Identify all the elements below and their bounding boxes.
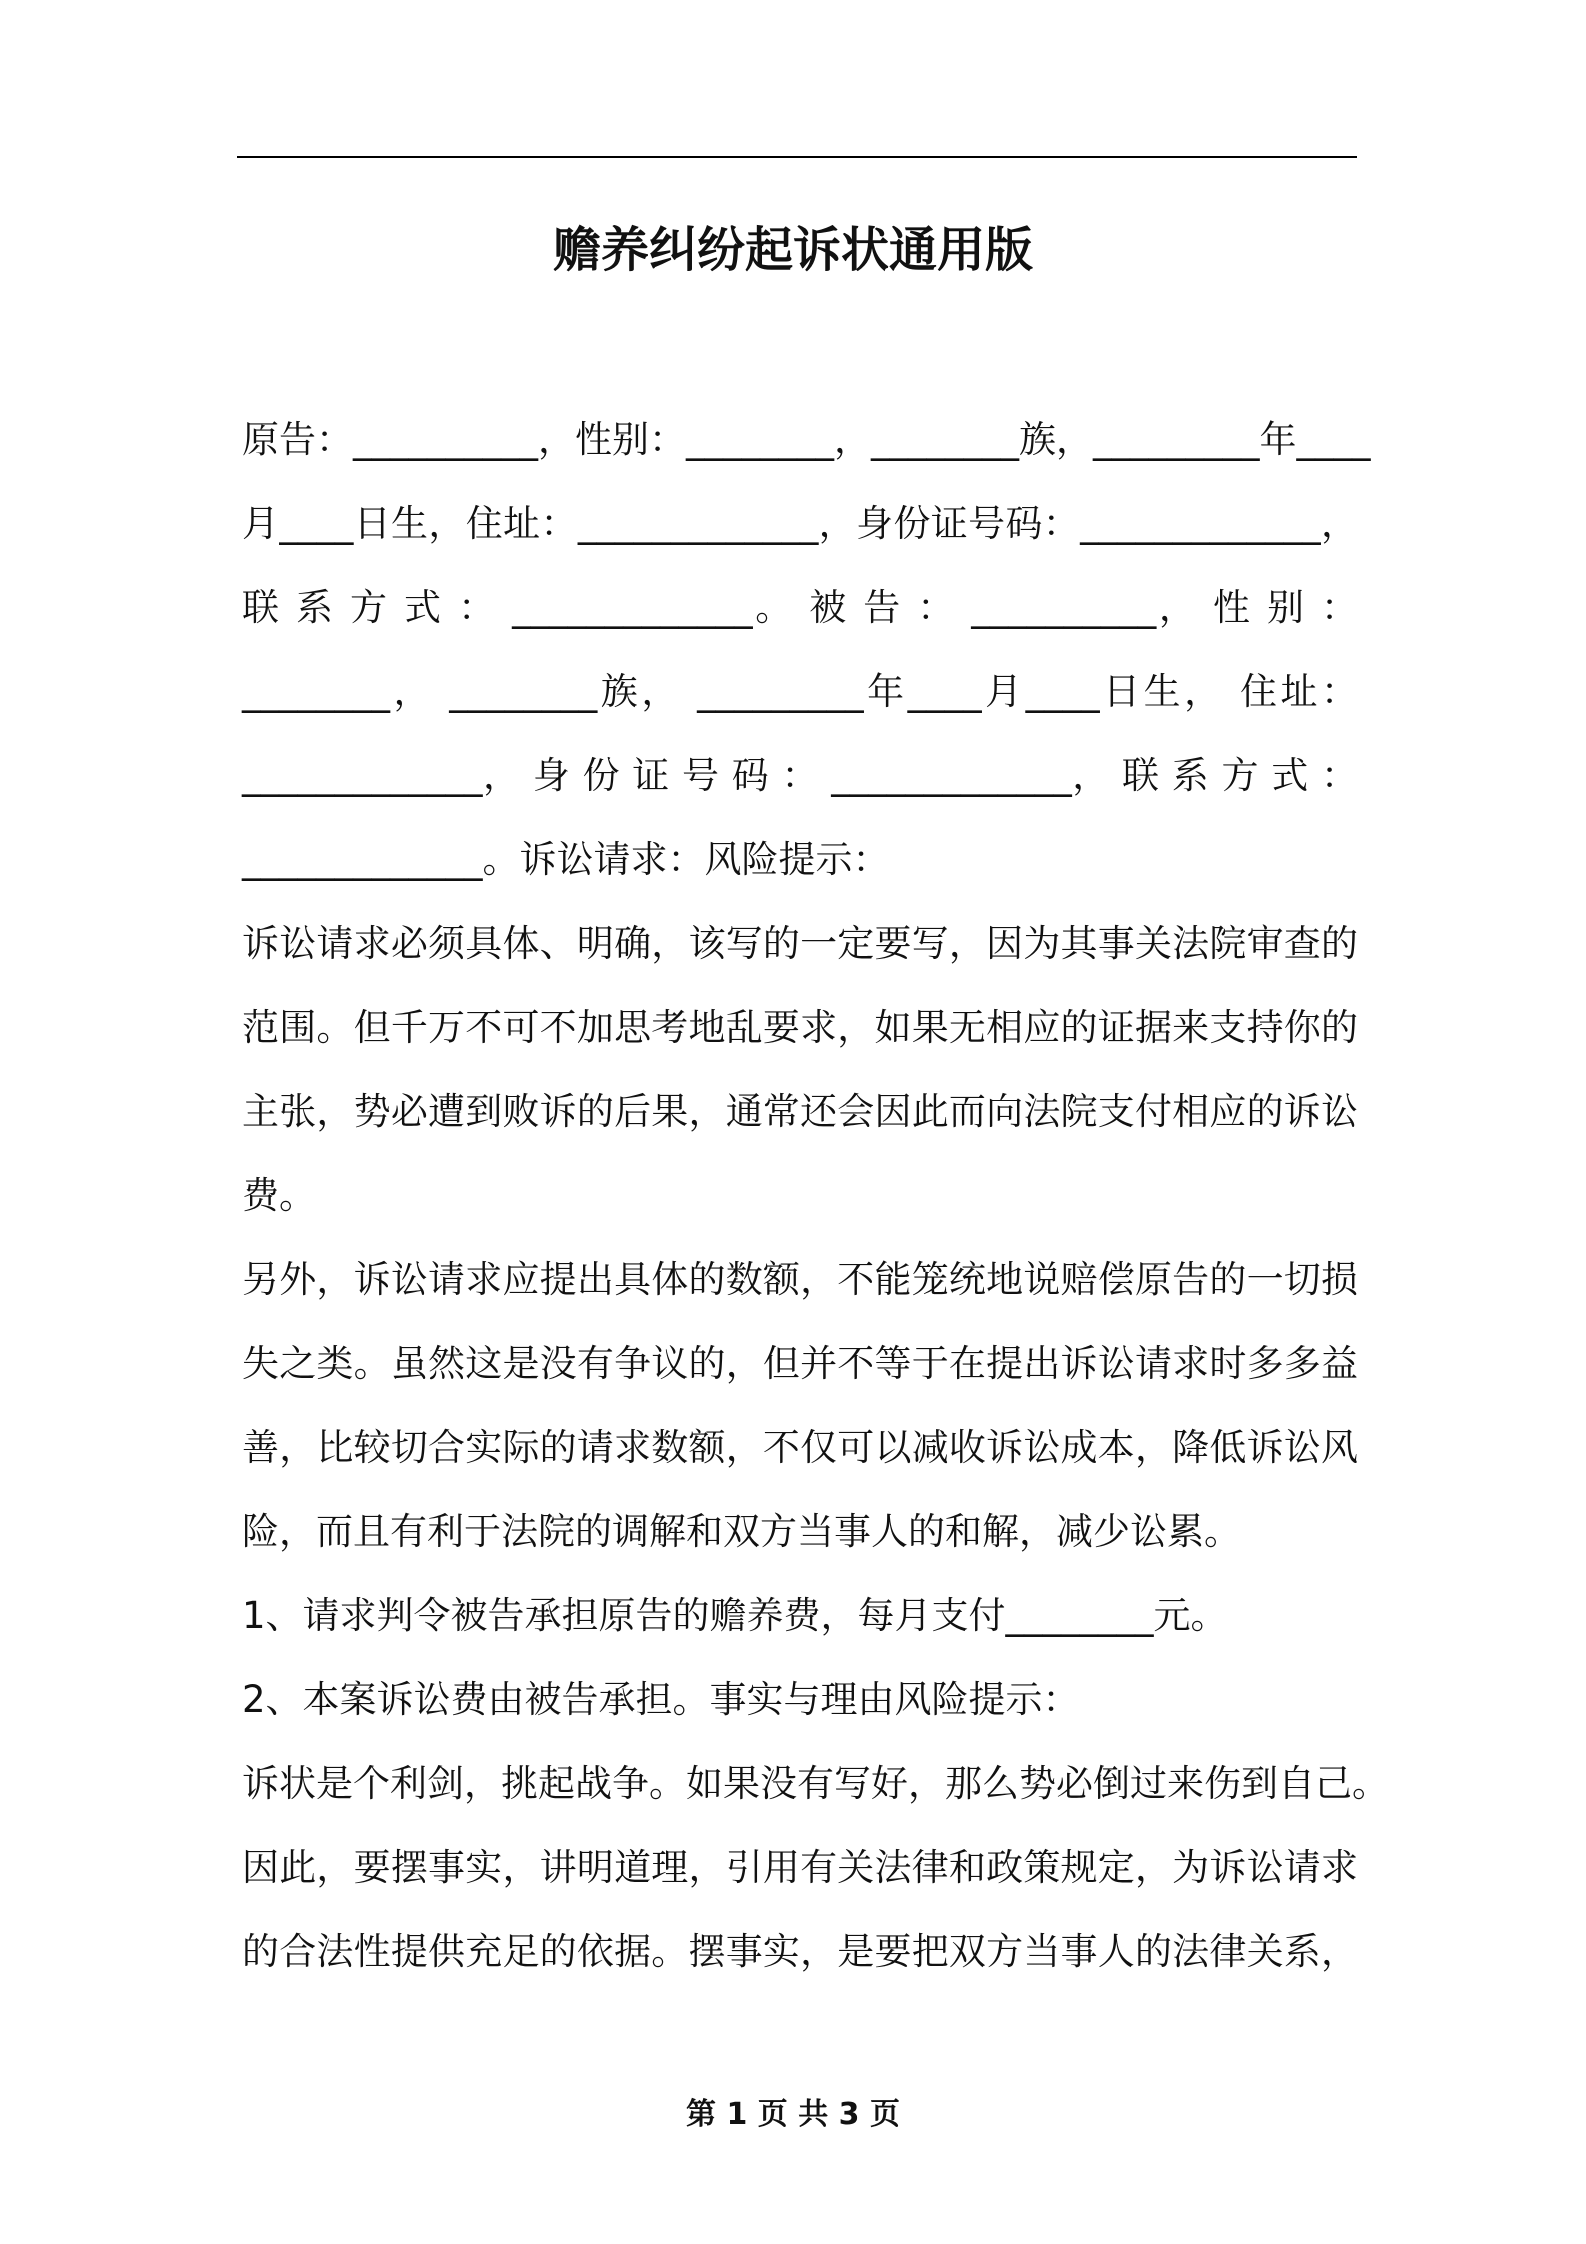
body-line: 1、请求判令被告承担原告的赡养费，每月支付________元。 <box>242 1594 1228 1637</box>
body-line: 联 系 方 式 ： _____________。 被 告 ： __________， 性 别 ： <box>242 586 1358 629</box>
body-line: 2、本案诉讼费由被告承担。事实与理由风险提示： <box>242 1678 1080 1721</box>
body-line: 诉讼请求必须具体、明确，该写的一定要写，因为其事关法院审查的 <box>242 922 1358 965</box>
body-line: 费。 <box>242 1174 316 1217</box>
body-line: 原告：__________，性别：________，________族，_________年____ <box>242 418 1371 461</box>
body-line: _____________， 身 份 证 号 码 ： _____________， 联 系 方 式 ： <box>242 754 1358 797</box>
body-line: 范围。但千万不可不加思考地乱要求，如果无相应的证据来支持你的 <box>242 1006 1358 1049</box>
body-line: 失之类。虽然这是没有争议的，但并不等于在提出诉讼请求时多多益 <box>242 1342 1358 1385</box>
body-line: 的合法性提供充足的依据。摆事实，是要把双方当事人的法律关系， <box>242 1930 1358 1973</box>
body-line: ________， ________族， _________年____月____日生， 住址： <box>242 670 1358 713</box>
header-rule <box>237 156 1357 158</box>
document-body <box>242 398 1389 1994</box>
page-footer: 第 1 页 共 3 页 <box>686 2097 900 2132</box>
body-line: 主张，势必遭到败诉的后果，通常还会因此而向法院支付相应的诉讼 <box>242 1090 1358 1133</box>
body-line: 险，而且有利于法院的调解和双方当事人的和解，减少讼累。 <box>242 1510 1241 1553</box>
body-line: 善，比较切合实际的请求数额，不仅可以减收诉讼成本，降低诉讼风 <box>242 1426 1358 1469</box>
body-line: _____________。诉讼请求：风险提示： <box>242 838 890 881</box>
body-line: 月____日生，住址：_____________，身份证号码：_____________， <box>242 502 1358 545</box>
body-line: 另外，诉讼请求应提出具体的数额，不能笼统地说赔偿原告的一切损 <box>242 1258 1358 1301</box>
document-title: 赡养纠纷起诉状通用版 <box>552 222 1033 278</box>
body-line: 诉状是个利剑，挑起战争。如果没有写好，那么势必倒过来伤到自己。 <box>242 1762 1389 1805</box>
body-line: 因此，要摆事实，讲明道理，引用有关法律和政策规定，为诉讼请求 <box>242 1846 1358 1889</box>
